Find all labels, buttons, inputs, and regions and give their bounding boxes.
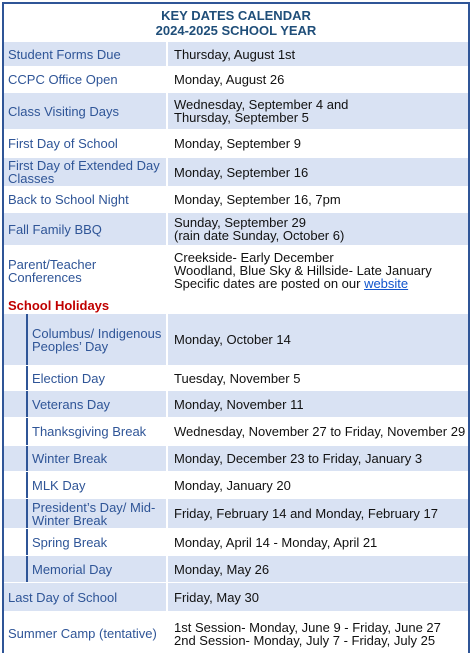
event-date-line: Woodland, Blue Sky & Hillside- Late January bbox=[174, 263, 432, 278]
website-link[interactable]: website bbox=[364, 276, 409, 291]
table-row bbox=[4, 612, 468, 656]
event-label: First Day of School bbox=[4, 130, 168, 157]
event-date bbox=[170, 472, 468, 498]
event-date-line: Friday, May 30 bbox=[174, 589, 260, 605]
event-date-line: 2nd Session- Monday, July 7 - Friday, July 25 bbox=[174, 632, 436, 648]
event-date-line: Monday, August 26 bbox=[174, 72, 285, 87]
event-date bbox=[170, 246, 468, 295]
holiday-row bbox=[4, 499, 468, 529]
event-label: Parent/Teacher Conferences bbox=[4, 246, 168, 295]
event-date-line: Monday, September 16, 7pm bbox=[174, 192, 341, 207]
event-label: Fall Family BBQ bbox=[4, 213, 168, 245]
event-date bbox=[170, 314, 468, 365]
event-date-line: Monday, September 9 bbox=[174, 136, 301, 151]
event-label: Back to School Night bbox=[4, 187, 168, 212]
event-date-line: Thursday, August 1st bbox=[174, 46, 296, 62]
event-date bbox=[170, 446, 468, 471]
calendar-title: KEY DATES CALENDAR bbox=[161, 8, 311, 23]
event-date bbox=[170, 187, 468, 212]
table-row bbox=[4, 93, 468, 130]
holiday-row bbox=[4, 391, 468, 418]
event-label: Class Visiting Days bbox=[4, 93, 168, 129]
holiday-row bbox=[4, 366, 468, 391]
event-date bbox=[170, 612, 468, 655]
table-row bbox=[4, 158, 468, 187]
event-label: Election Day bbox=[26, 366, 168, 390]
table-row bbox=[4, 130, 468, 158]
event-label: CCPC Office Open bbox=[4, 67, 168, 92]
holiday-row bbox=[4, 314, 468, 366]
event-date-line: Specific dates are posted on our website bbox=[174, 276, 409, 291]
holiday-row bbox=[4, 556, 468, 583]
event-date-line: Wednesday, September 4 and bbox=[174, 97, 349, 112]
event-date bbox=[170, 556, 468, 582]
event-date bbox=[170, 42, 468, 66]
holiday-row bbox=[4, 529, 468, 556]
calendar-table bbox=[2, 2, 470, 653]
event-date bbox=[170, 130, 468, 157]
school-holidays-heading: School Holidays bbox=[8, 298, 110, 313]
event-label: Summer Camp (tentative) bbox=[4, 612, 168, 655]
event-label: Memorial Day bbox=[26, 556, 168, 582]
event-date-line: Monday, April 14 - Monday, April 21 bbox=[174, 534, 378, 550]
event-date-line: Friday, February 14 and Monday, February 17 bbox=[174, 506, 438, 521]
table-row bbox=[4, 187, 468, 213]
event-date bbox=[170, 529, 468, 555]
event-date-line: (rain date Sunday, October 6) bbox=[174, 228, 345, 243]
event-label: Student Forms Due bbox=[4, 42, 168, 66]
holiday-row bbox=[4, 418, 468, 446]
table-row bbox=[4, 67, 468, 93]
event-date-line: Wednesday, November 27 to Friday, November 29 bbox=[174, 424, 466, 439]
table-row bbox=[4, 42, 468, 67]
event-date-line: Monday, January 20 bbox=[174, 477, 291, 493]
event-date bbox=[170, 583, 468, 611]
event-date bbox=[170, 418, 468, 445]
event-date-line: Monday, November 11 bbox=[174, 396, 304, 412]
event-date bbox=[170, 499, 468, 528]
event-label: Thanksgiving Break bbox=[26, 418, 168, 445]
calendar-header bbox=[4, 4, 468, 43]
event-date bbox=[170, 213, 468, 245]
calendar-subtitle: 2024-2025 SCHOOL YEAR bbox=[155, 23, 317, 38]
event-date-line: 1st Session- Monday, June 9 - Friday, June 27 bbox=[174, 619, 441, 635]
event-date-line: Sunday, September 29 bbox=[174, 215, 307, 230]
event-label: MLK Day bbox=[26, 472, 168, 498]
event-label: First Day of Extended Day Classes bbox=[4, 158, 168, 186]
event-label: Columbus/ Indigenous Peoples’ Day bbox=[26, 314, 168, 365]
table-row bbox=[4, 583, 468, 612]
event-label: President’s Day/ Mid-Winter Break bbox=[26, 499, 168, 528]
event-date bbox=[170, 93, 468, 129]
event-date bbox=[170, 391, 468, 417]
event-date-line: Monday, October 14 bbox=[174, 332, 291, 347]
event-date-line: Tuesday, November 5 bbox=[174, 370, 301, 386]
event-date-line: Monday, September 16 bbox=[174, 164, 309, 180]
event-date-line: Creekside- Early December bbox=[174, 250, 334, 265]
event-date-line: Monday, May 26 bbox=[174, 561, 270, 577]
holiday-row bbox=[4, 472, 468, 499]
event-label: Last Day of School bbox=[4, 583, 168, 611]
holiday-row bbox=[4, 446, 468, 472]
event-date bbox=[170, 158, 468, 186]
table-row bbox=[4, 213, 468, 246]
event-date bbox=[170, 366, 468, 390]
event-label: Winter Break bbox=[26, 446, 168, 471]
event-date-line: Monday, December 23 to Friday, January 3 bbox=[174, 451, 423, 466]
event-label: Spring Break bbox=[26, 529, 168, 555]
table-row bbox=[4, 246, 468, 296]
event-date-line: Thursday, September 5 bbox=[174, 110, 309, 125]
event-label: Veterans Day bbox=[26, 391, 168, 417]
event-date bbox=[170, 67, 468, 92]
